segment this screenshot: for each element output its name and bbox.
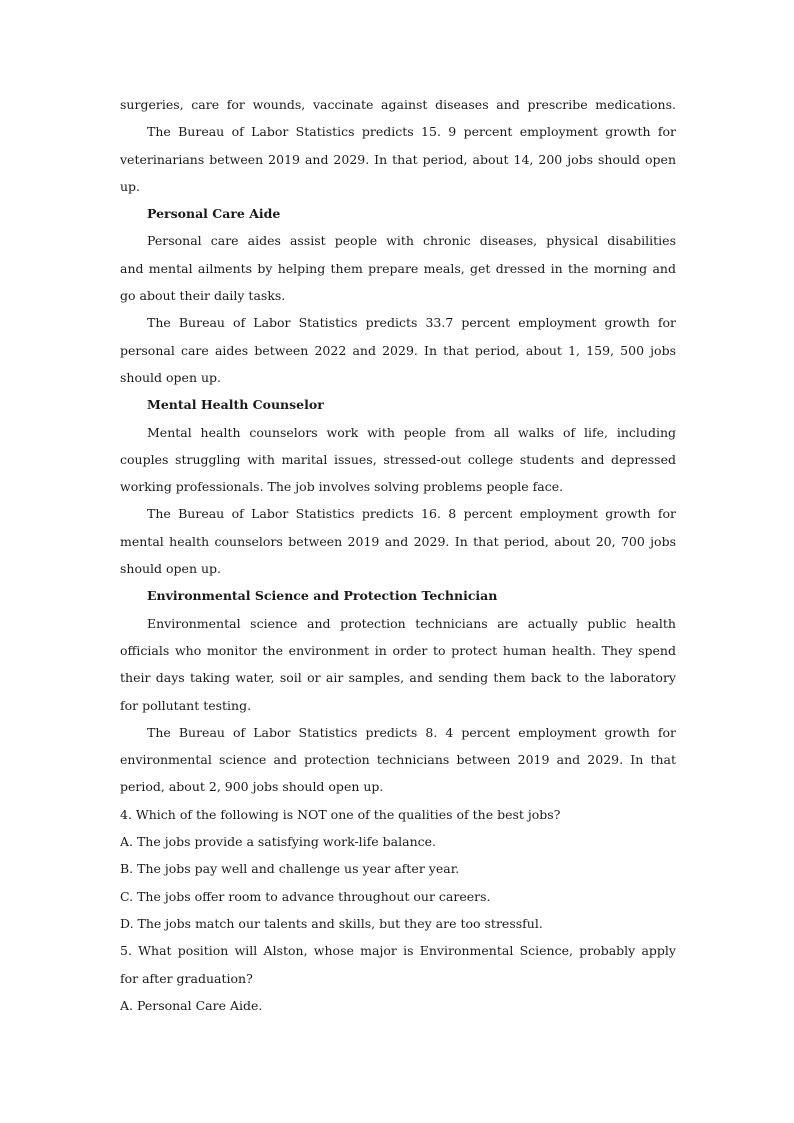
- body-text-line: period, about 2, 900 jobs should open up.: [120, 779, 384, 795]
- question-5-stem: 5. What position will Alston, whose major is Environmental Science, probably apply: [120, 943, 676, 959]
- question-4-option-d: D. The jobs match our talents and skills, but they are too stressful.: [120, 915, 543, 931]
- body-text-line: The Bureau of Labor Statistics predicts 8. 4 percent employment growth for: [147, 724, 676, 740]
- question-4-option-c: C. The jobs offer room to advance throughout our careers.: [120, 888, 491, 904]
- question-5-option-a: A. Personal Care Aide.: [120, 997, 263, 1013]
- body-text-line: Mental health counselors work with people from all walks of life, including: [147, 424, 676, 440]
- question-5-stem-continued: for after graduation?: [120, 970, 253, 986]
- section-heading-environmental-technician: Environmental Science and Protection Technician: [147, 588, 498, 604]
- body-text-line: working professionals. The job involves solving problems people face.: [120, 479, 564, 495]
- question-4-option-b: B. The jobs pay well and challenge us year after year.: [120, 861, 460, 877]
- body-text-line: go about their daily tasks.: [120, 288, 286, 304]
- body-text-line: up.: [120, 178, 141, 194]
- section-heading-mental-health-counselor: Mental Health Counselor: [147, 397, 324, 413]
- body-text-line: couples struggling with marital issues, stressed-out college students and depressed: [120, 451, 676, 467]
- body-text-line: for pollutant testing.: [120, 697, 252, 713]
- body-text-line: their days taking water, soil or air samples, and sending them back to the laboratory: [120, 670, 676, 686]
- body-text-line: veterinarians between 2019 and 2029. In that period, about 14, 200 jobs should open: [120, 151, 676, 167]
- body-text-line: The Bureau of Labor Statistics predicts 33.7 percent employment growth for: [147, 315, 676, 331]
- question-4-option-a: A. The jobs provide a satisfying work-life balance.: [120, 834, 436, 850]
- body-text-line: The Bureau of Labor Statistics predicts 15. 9 percent employment growth for: [147, 124, 676, 140]
- body-text-line: officials who monitor the environment in order to protect human health. They spend: [120, 642, 676, 658]
- body-text-line: The Bureau of Labor Statistics predicts 16. 8 percent employment growth for: [147, 506, 676, 522]
- body-text-line: surgeries, care for wounds, vaccinate against diseases and prescribe medications.: [120, 97, 676, 112]
- body-text-line: and mental ailments by helping them prepare meals, get dressed in the morning and: [120, 260, 676, 276]
- body-text-line: mental health counselors between 2019 and 2029. In that period, about 20, 700 jobs: [120, 533, 676, 549]
- question-4-stem: 4. Which of the following is NOT one of the qualities of the best jobs?: [120, 806, 561, 822]
- section-heading-personal-care-aide: Personal Care Aide: [147, 206, 281, 222]
- body-text-line: personal care aides between 2022 and 2029. In that period, about 1, 159, 500 jobs: [120, 342, 676, 358]
- body-text-line: Environmental science and protection technicians are actually public health: [147, 615, 676, 631]
- document-page: [120, 91, 676, 1019]
- body-text-line: environmental science and protection technicians between 2019 and 2029. In that: [120, 752, 676, 768]
- body-text-line: should open up.: [120, 369, 221, 385]
- body-text-line: should open up.: [120, 561, 221, 577]
- body-text-line: Personal care aides assist people with chronic diseases, physical disabilities: [147, 233, 676, 249]
